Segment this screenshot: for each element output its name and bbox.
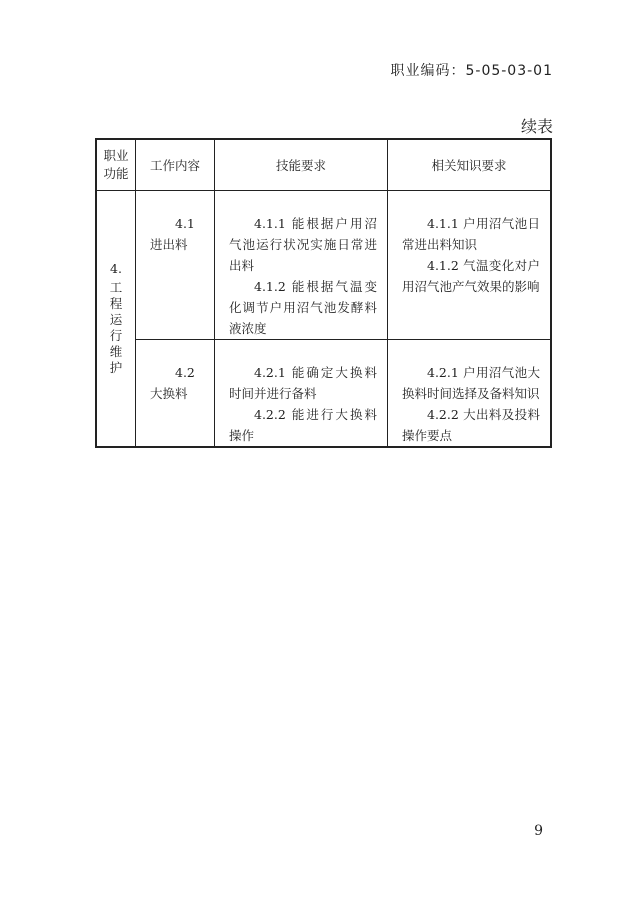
skill-item: 4.2.1 能确定大换料时间并进行备料 [229, 365, 377, 401]
function-char: 维 [109, 344, 123, 359]
header-content: 工作内容 [136, 139, 215, 191]
function-char: 工 [109, 280, 123, 295]
header-knowledge: 相关知识要求 [388, 139, 552, 191]
function-char: 行 [109, 328, 123, 343]
header-function-line: 职业 [103, 148, 129, 163]
skill-item: 4.2.2 能进行大换料操作 [229, 407, 377, 443]
function-char: 运 [109, 312, 123, 327]
occupation-code: 职业编码：5-05-03-01 [390, 63, 553, 79]
work-content-cell [136, 191, 215, 340]
function-cell [96, 191, 136, 448]
knowledge-cell [388, 191, 552, 340]
function-name [97, 280, 135, 376]
function-char: 程 [109, 296, 123, 311]
knowledge-item: 4.2.2 大出料及投料操作要点 [402, 407, 540, 443]
function-char: 护 [109, 360, 123, 375]
table-row [96, 191, 551, 340]
skill-cell [215, 340, 388, 448]
header-skill: 技能要求 [215, 139, 388, 191]
header-function-line: 功能 [103, 166, 129, 181]
table-header-row [96, 139, 551, 191]
skill-cell [215, 191, 388, 340]
work-content: 4.1 进出料 [150, 216, 195, 252]
continued-label: 续表 [520, 117, 553, 136]
work-content-cell [136, 340, 215, 448]
knowledge-item: 4.2.1 户用沼气池大换料时间选择及备料知识 [402, 365, 540, 401]
header-function [96, 139, 136, 191]
skill-item: 4.1.2 能根据气温变化调节户用沼气池发酵料液浓度 [229, 279, 377, 336]
function-number: 4. [110, 261, 122, 276]
skill-item: 4.1.1 能根据户用沼气池运行状况实施日常进出料 [229, 216, 377, 273]
knowledge-item: 4.1.2 气温变化对户用沼气池产气效果的影响 [402, 258, 540, 294]
knowledge-cell [388, 340, 552, 448]
table-row [96, 340, 551, 448]
page-number: 9 [534, 823, 543, 839]
work-content: 4.2 大换料 [150, 365, 195, 401]
knowledge-item: 4.1.1 户用沼气池日常进出料知识 [402, 216, 540, 252]
skill-standard-table [95, 138, 552, 448]
